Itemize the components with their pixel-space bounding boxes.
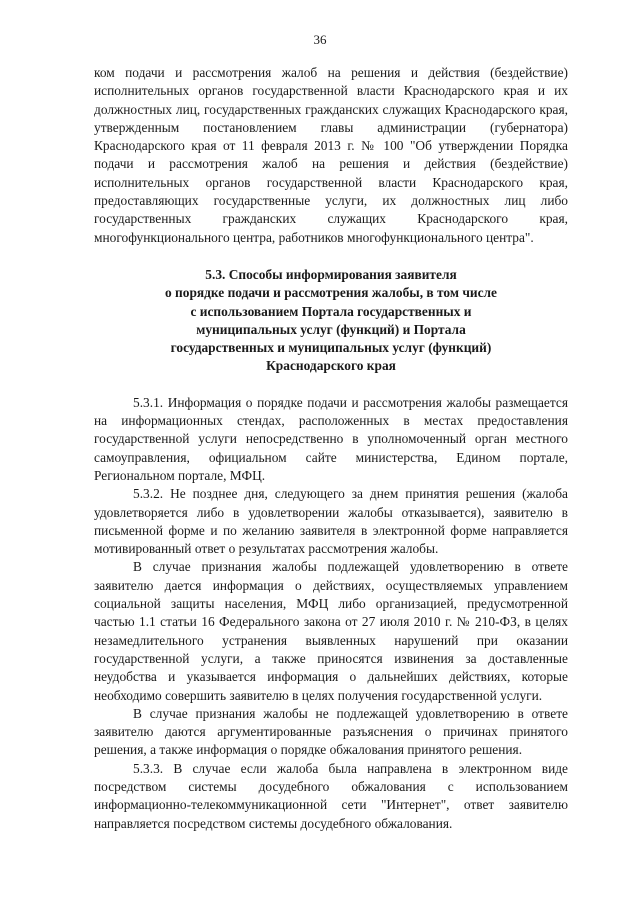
heading-line: о порядке подачи и рассмотрения жалобы, в том числе xyxy=(164,285,497,301)
document-body xyxy=(94,64,568,833)
heading-line: 5.3. Способы информирования заявителя xyxy=(205,266,457,282)
paragraph-5-3-3: 5.3.3. В случае если жалоба была направлена в электронном виде посредством системы досудебного обжалования с использованием информационно-телекоммуникационной сети "Интернет", ответ заявителю направляется посредством системы досудебного обжалования. xyxy=(94,760,568,831)
heading-line: государственных и муниципальных услуг (функций) xyxy=(170,340,492,356)
heading-line: Краснодарского края xyxy=(266,358,396,374)
heading-line: муниципальных услуг (функций) и Портала xyxy=(196,321,466,337)
page-number: 36 xyxy=(313,32,327,47)
section-heading xyxy=(94,266,568,376)
intro-paragraph: ком подачи и рассмотрения жалоб на решения и действия (бездействие) исполнительных органов государственной власти Краснодарского края и их должностных лиц, государственных гражданских служащих Краснодарского края, утвержденным постановлением главы администрации (губернатора) Краснодарского края от 11 февраля 2013 г. № 100 "Об утверждении Порядка подачи и рассмотрения жалоб на решения и действия (бездействие) исполнительных органов государственной власти Краснодарского края, предоставляющих государственные услуги, их должностных лиц либо государственных гражданских служащих Краснодарского края, многофункционального центра, работников многофункционального центра". xyxy=(94,65,568,245)
paragraph-complaint-rejected: В случае признания жалобы не подлежащей удовлетворению в ответе заявителю даются аргументированные разъяснения о причинах принятого решения, а также информация о порядке обжалования принятого решения. xyxy=(94,705,568,758)
paragraph-5-3-2: 5.3.2. Не позднее дня, следующего за днем принятия решения (жалоба удовлетворяется либо в удовлетворении жалобы отказывается), заявителю в письменной форме и по желанию заявителя в электронной форме направляется мотивированный ответ о результатах рассмотрения жалобы. xyxy=(94,486,568,557)
paragraph-complaint-satisfied: В случае признания жалобы подлежащей удовлетворению в ответе заявителю дается информация о действиях, осуществляемых управлением социальной защиты населения, МФЦ либо организацией, предусмотренной частью 1.1 статьи 16 Федерального закона от 27 июля 2010 г. № 210-ФЗ, в целях незамедлительного устранения выявленных нарушений при оказании государственной услуги, а также приносятся извинения за доставленные неудобства и указывается информация о дальнейших действиях, которые необходимо совершить заявителю в целях получения государственной услуги. xyxy=(94,559,568,703)
heading-line: с использованием Портала государственных и xyxy=(190,303,472,319)
paragraph-5-3-1: 5.3.1. Информация о порядке подачи и рассмотрения жалобы размещается на информационных стендах, расположенных в местах предоставления государственной услуги непосредственно в уполномоченный орган местного самоуправления, официальном сайте министерства, Едином портале, Региональном портале, МФЦ. xyxy=(94,394,568,483)
